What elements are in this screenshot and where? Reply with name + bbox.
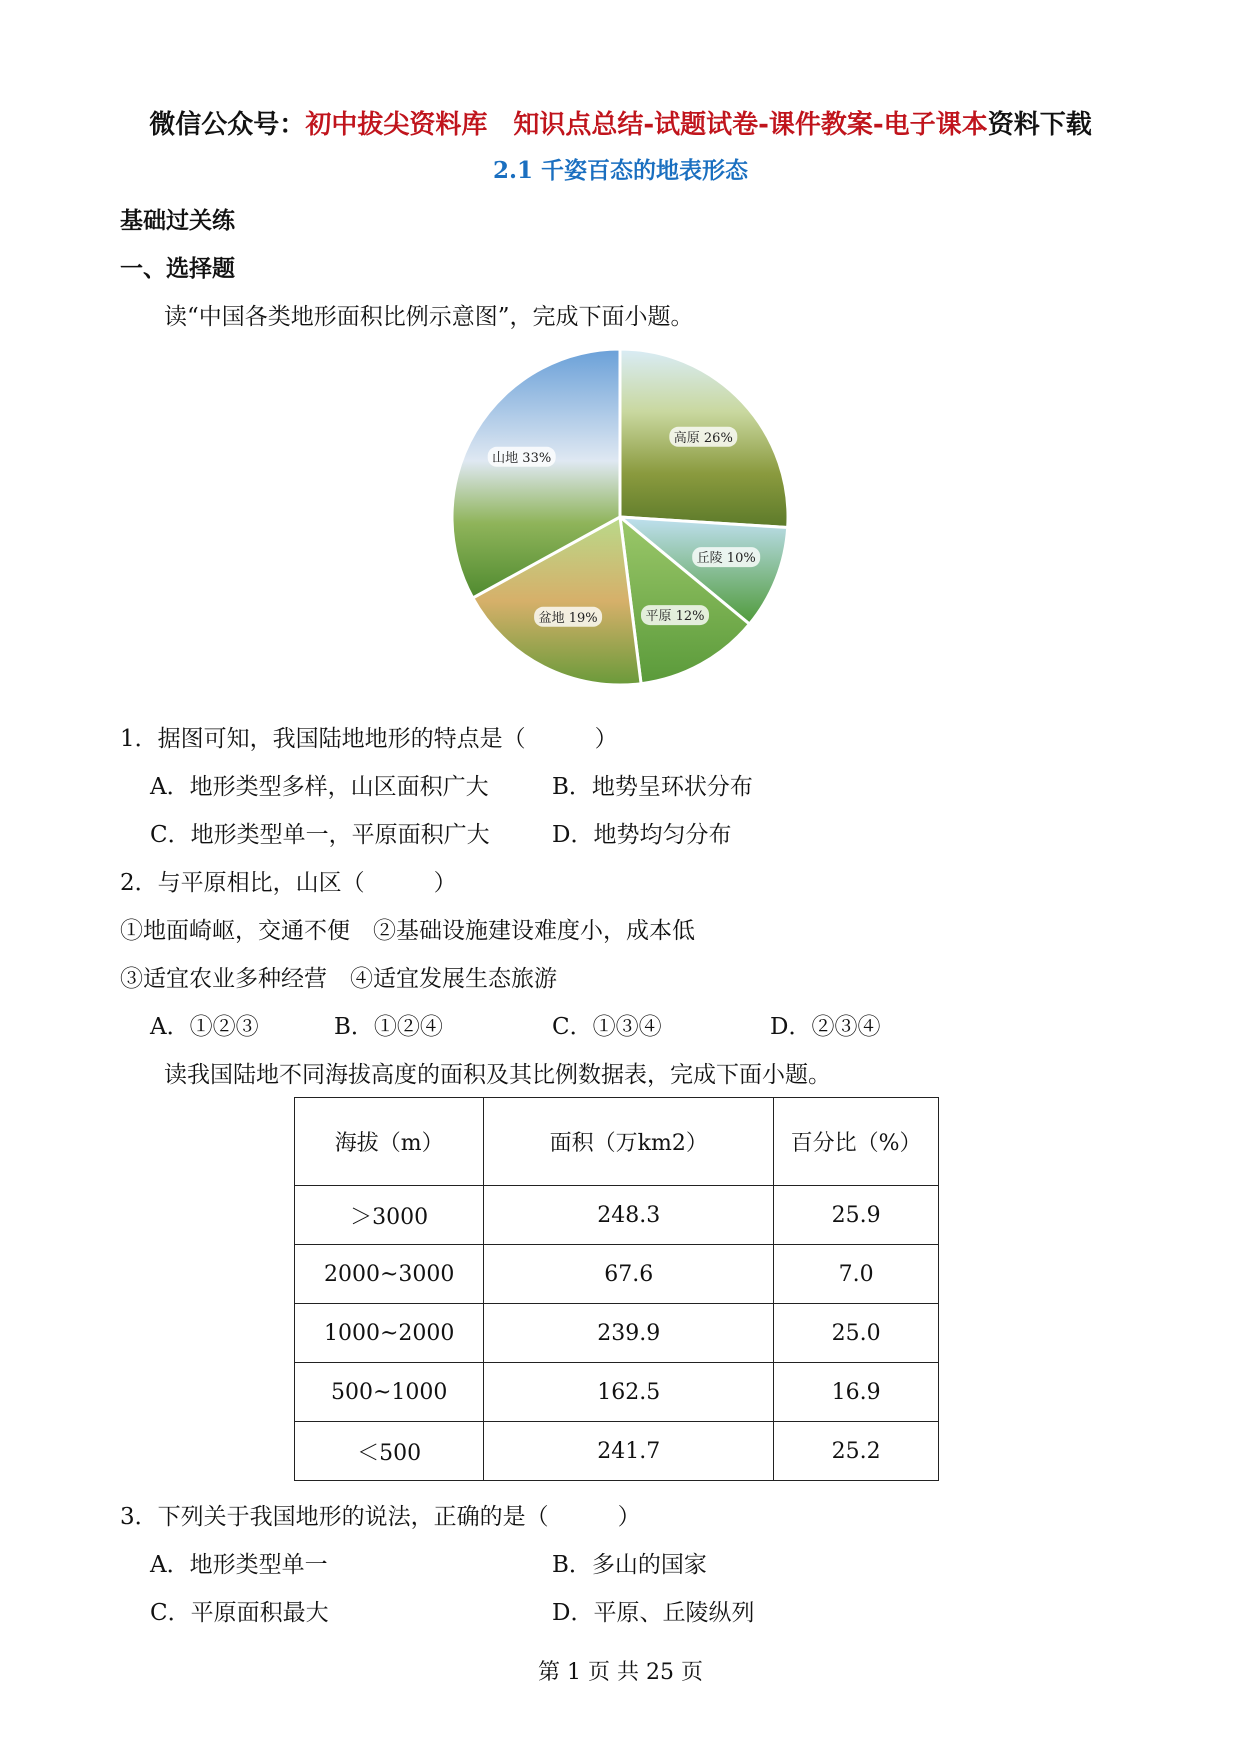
q3-option-a[interactable]: A．地形类型单一 xyxy=(150,1552,328,1578)
table-cell: 25.0 xyxy=(774,1304,939,1363)
pie-label-山地: 山地 33% xyxy=(492,450,552,466)
q2-statements-1: ①地面崎岖，交通不便 ②基础设施建设难度小，成本低 xyxy=(120,918,695,944)
table-cell: 16.9 xyxy=(774,1363,939,1422)
table-header-cell: 百分比（%） xyxy=(774,1098,939,1186)
q2-statements-2: ③适宜农业多种经营 ④适宜发展生态旅游 xyxy=(120,966,557,992)
q1-option-b[interactable]: B．地势呈环状分布 xyxy=(552,774,753,800)
table-cell: 239.9 xyxy=(484,1304,774,1363)
table-row xyxy=(295,1245,939,1304)
q2-option-a[interactable]: A．①②③ xyxy=(150,1014,259,1040)
table-cell: ＞3000 xyxy=(295,1186,484,1245)
table-cell: 2000~3000 xyxy=(295,1245,484,1304)
q1-option-c[interactable]: C．地形类型单一，平原面积广大 xyxy=(150,822,490,848)
table-header-cell: 面积（万km2） xyxy=(484,1098,774,1186)
header-prefix: 微信公众号： xyxy=(149,110,306,140)
q1-option-d[interactable]: D．地势均匀分布 xyxy=(552,822,732,848)
pie-label-高原: 高原 26% xyxy=(673,430,733,446)
table-row xyxy=(295,1363,939,1422)
table-header-cell: 海拔（m） xyxy=(295,1098,484,1186)
q2-option-b[interactable]: B．①②④ xyxy=(334,1014,443,1040)
q2-stem: 2．与平原相比，山区（ ） xyxy=(120,870,457,896)
table-row xyxy=(295,1186,939,1245)
table-header-row xyxy=(295,1098,939,1186)
table-cell: 162.5 xyxy=(484,1363,774,1422)
altitude-table xyxy=(294,1097,939,1481)
table-cell: 248.3 xyxy=(484,1186,774,1245)
table-cell: 67.6 xyxy=(484,1245,774,1304)
table-row xyxy=(295,1304,939,1363)
terrain-pie-chart xyxy=(440,337,800,697)
intro-table: 读我国陆地不同海拔高度的面积及其比例数据表，完成下面小题。 xyxy=(164,1062,831,1088)
table-cell: 7.0 xyxy=(774,1245,939,1304)
table-cell: 1000~2000 xyxy=(295,1304,484,1363)
q3-option-d[interactable]: D．平原、丘陵纵列 xyxy=(552,1600,755,1626)
q3-stem: 3．下列关于我国地形的说法，正确的是（ ） xyxy=(120,1504,641,1530)
q3-option-c[interactable]: C．平原面积最大 xyxy=(150,1600,329,1626)
section-choice: 一、选择题 xyxy=(120,256,235,282)
table-row xyxy=(295,1422,939,1481)
q3-option-b[interactable]: B．多山的国家 xyxy=(552,1552,707,1578)
table-cell: 241.7 xyxy=(484,1422,774,1481)
lesson-title: 2.1 千姿百态的地表形态 xyxy=(492,157,749,184)
section-basic: 基础过关练 xyxy=(120,208,235,234)
q2-option-d[interactable]: D．②③④ xyxy=(770,1014,881,1040)
q2-option-c[interactable]: C．①③④ xyxy=(552,1014,662,1040)
table-cell: 25.2 xyxy=(774,1422,939,1481)
pie-label-盆地: 盆地 19% xyxy=(538,610,598,626)
header-suffix: 资料下载 xyxy=(987,110,1092,140)
table-cell: ＜500 xyxy=(295,1422,484,1481)
q1-option-a[interactable]: A．地形类型多样，山区面积广大 xyxy=(150,774,489,800)
pie-label-平原: 平原 12% xyxy=(645,609,705,625)
page-footer: 第 1 页 共 25 页 xyxy=(538,1660,703,1685)
header-highlight: 初中拔尖资料库 知识点总结-试题试卷-课件教案-电子课本 xyxy=(305,110,988,140)
table-cell: 500~1000 xyxy=(295,1363,484,1422)
q1-stem: 1．据图可知，我国陆地地形的特点是（ ） xyxy=(120,726,618,752)
page-header xyxy=(0,104,1241,141)
table-cell: 25.9 xyxy=(774,1186,939,1245)
pie-label-丘陵: 丘陵 10% xyxy=(696,551,756,567)
intro-pie: 读“中国各类地形面积比例示意图”，完成下面小题。 xyxy=(164,304,694,330)
